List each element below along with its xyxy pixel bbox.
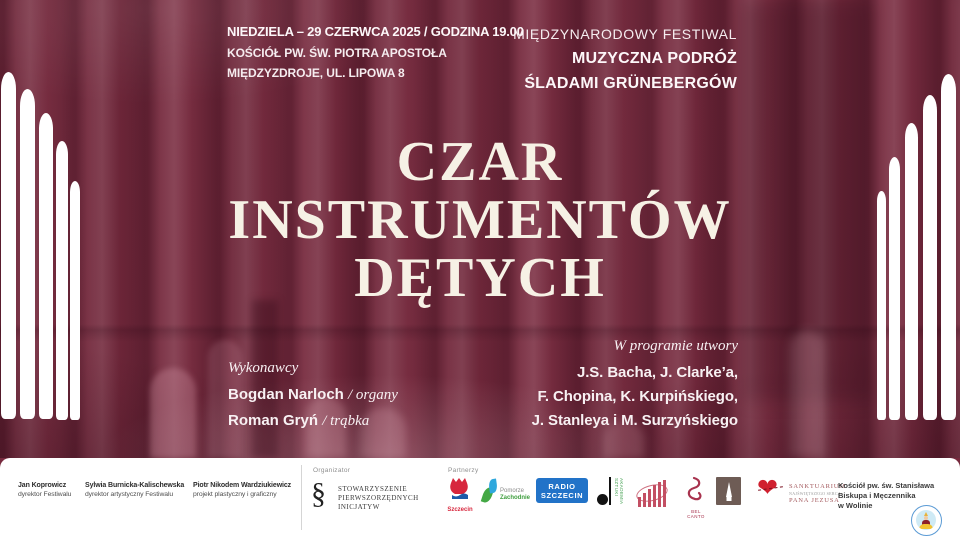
performers-block bbox=[228, 360, 398, 438]
clef-swirl-icon bbox=[683, 476, 705, 503]
note-stem-icon bbox=[609, 477, 611, 505]
program-heading: W programie utwory bbox=[613, 338, 738, 354]
pomorze-word1: Pomorze bbox=[500, 488, 525, 494]
pomorze-zachodnie-logo bbox=[481, 479, 531, 509]
event-title bbox=[0, 133, 960, 307]
radio-line1: RADIO bbox=[548, 482, 576, 491]
szczecin-city-logo bbox=[446, 476, 474, 513]
footer-divider bbox=[301, 465, 302, 530]
radio-box bbox=[536, 478, 588, 503]
title-line1: CZAR bbox=[396, 131, 564, 193]
credit-name: Piotr Nikodem Wardziukiewicz bbox=[193, 482, 292, 489]
program-line: J.S. Bacha, J. Clarke’a, bbox=[576, 364, 738, 381]
spire-icon bbox=[726, 482, 732, 497]
parish-emblem bbox=[911, 505, 942, 536]
performer-name: Bogdan Narloch bbox=[228, 386, 344, 403]
credit-role: dyrektor Festiwalu bbox=[18, 491, 72, 498]
title-line2: INSTRUMENTÓW bbox=[228, 189, 732, 251]
program-line: J. Stanleya i M. Surzyńskiego bbox=[531, 412, 738, 429]
credit-name: Sylwia Burnicka-Kalischewska bbox=[85, 482, 185, 489]
emblem-arc-icon bbox=[919, 524, 933, 529]
bel-canto-logo bbox=[683, 476, 709, 519]
performer-row bbox=[228, 386, 398, 404]
radio-line2: SZCZECIN bbox=[540, 491, 584, 500]
credit-festival-director bbox=[18, 481, 71, 499]
event-date: NIEDZIELA – 29 CZERWCA 2025 / GODZINA 19.00 bbox=[227, 24, 524, 39]
emblem-inner bbox=[916, 510, 936, 530]
credit-role: dyrektor artystyczny Festiwalu bbox=[85, 491, 174, 498]
credit-name: Jan Koprowicz bbox=[18, 482, 67, 489]
event-venue-line2: MIĘDZYZDROJE, UL. LIPOWA 8 bbox=[227, 66, 405, 80]
performer-name: Roman Gryń bbox=[228, 412, 319, 429]
performers-heading: Wykonawcy bbox=[228, 360, 299, 376]
credit-graphic-designer bbox=[193, 481, 291, 499]
szczecin-label: Szczecin bbox=[447, 507, 473, 513]
credit-role: projekt plastyczny i graficzny bbox=[193, 491, 277, 498]
note-icon bbox=[597, 494, 608, 505]
leaf-icon bbox=[488, 479, 498, 494]
program-block bbox=[532, 338, 738, 436]
bel-canto-label: BEL CANTO bbox=[687, 509, 705, 519]
parish-line2: Biskupa i Męczennika bbox=[838, 491, 916, 500]
akademia-vertical-label: AKADEMIA SZTUKI bbox=[614, 478, 624, 505]
akademia-sztuki-logo bbox=[597, 477, 624, 507]
event-details bbox=[227, 24, 524, 86]
footer-bar bbox=[0, 458, 960, 540]
parish-line1: Kościół pw. św. Stanisława bbox=[838, 481, 935, 490]
organ-pipes-partner-logo bbox=[634, 479, 674, 509]
sanktuarium-line3: PANA JEZUSA bbox=[789, 497, 840, 504]
performer-row bbox=[228, 412, 398, 430]
performer-role: / organy bbox=[348, 387, 398, 403]
spire-square bbox=[716, 477, 741, 505]
spire-base-icon bbox=[726, 497, 731, 501]
parish-line3: w Wolinie bbox=[838, 501, 873, 510]
performer-role: / trąbka bbox=[322, 413, 370, 429]
sacred-heart-logo bbox=[757, 475, 784, 505]
organizer-name-line: STOWARZYSZENIE bbox=[338, 485, 408, 493]
organizer-name-line: PIERWSZORZĘDNYCH bbox=[338, 494, 419, 502]
event-venue-line1: KOŚCIÓŁ PW. ŚW. PIOTRA APOSTOŁA bbox=[227, 46, 447, 60]
partners-label: Partnerzy bbox=[448, 467, 479, 474]
festival-line1: MIĘDZYNARODOWY FESTIWAL bbox=[513, 26, 737, 42]
title-line3: DĘTYCH bbox=[354, 247, 606, 309]
festival-line3: ŚLADAMI GRÜNEBERGÓW bbox=[524, 75, 737, 92]
sanktuarium-line1: SANKTUARIUM bbox=[789, 483, 846, 490]
festival-name bbox=[513, 26, 737, 100]
pipe-shade bbox=[150, 368, 196, 458]
credit-artistic-director bbox=[85, 481, 184, 499]
sanktuarium-line2: NAJŚWIĘTSZEGO SERCA bbox=[789, 491, 842, 496]
organizer-name bbox=[338, 485, 419, 512]
organizer-logo-glyph: § bbox=[311, 477, 326, 510]
radio-szczecin-logo bbox=[536, 478, 588, 503]
organizer-label: Organizator bbox=[313, 467, 351, 474]
organizer-name-line: INICJATYW bbox=[338, 503, 380, 511]
pomorze-word2: Zachodnie bbox=[500, 495, 531, 501]
spire-logo bbox=[716, 477, 741, 505]
program-line: F. Chopina, K. Kurpińskiego, bbox=[537, 388, 738, 405]
festival-line2: MUZYCZNA PODRÓŻ bbox=[571, 50, 737, 67]
pipe-shade bbox=[790, 330, 824, 458]
heart-icon: ❤ bbox=[757, 473, 778, 502]
griffin-icon bbox=[446, 476, 474, 501]
